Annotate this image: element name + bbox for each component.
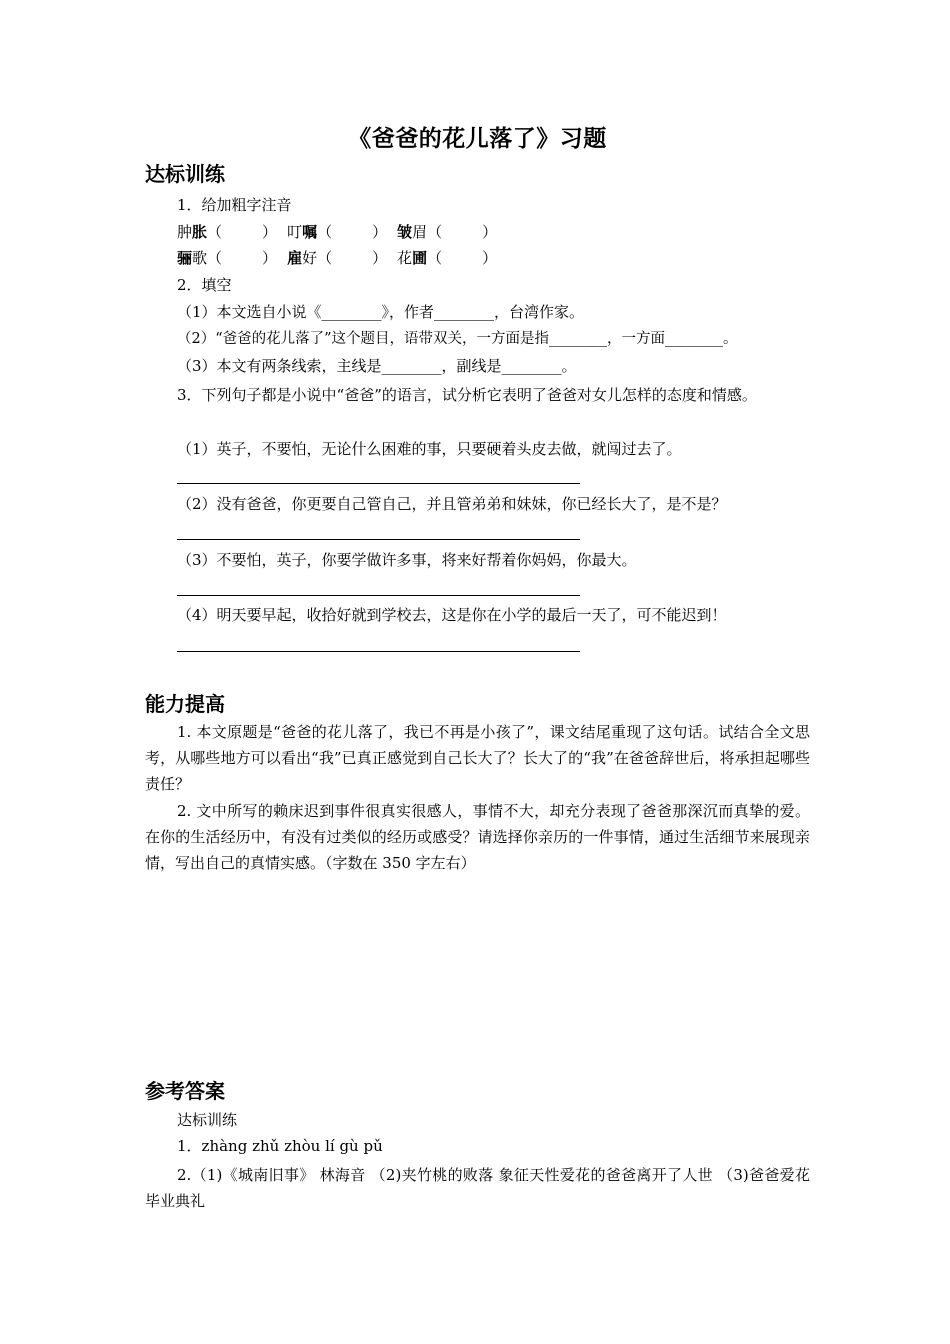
improve-question-1: 1. 本文原题是“爸爸的花儿落了，我已不再是小孩了”，课文结尾重现了这句话。试结合全文思考，从哪些地方可以看出“我”已真正感觉到自己长大了？长大了的“我”在爸爸辞世后，将承担起哪些责任？	[145, 723, 810, 793]
section-heading-improve: 能力提高	[145, 692, 225, 716]
answer-2: 2.（1)《城南旧事》 林海音 （2)夹竹桃的败落 象征天性爱花的爸爸离开了人世 （3)爸爸爱花 毕业典礼	[145, 1166, 810, 1210]
q2-item: （1）本文选自小说《________》，作者________，台湾作家。	[177, 303, 585, 321]
q1-row1: 肿胀（ ） 叮嘱（ ） 皱眉（ ）	[177, 223, 498, 241]
q3-item: （3）不要怕，英子，你要学做许多事，将来好帮着你妈妈，你最大。	[177, 551, 637, 569]
q1-row2: 骊歌（ ） 雇好（ ） 花圃（ ）	[177, 249, 498, 267]
answers-subtitle: 达标训练	[177, 1111, 238, 1129]
answer-blank-line	[177, 651, 580, 652]
section-heading-drill: 达标训练	[145, 162, 225, 186]
q2-stem: 2．填空	[177, 276, 232, 294]
answer-blank-line	[177, 595, 580, 596]
q1-word: 骊歌	[177, 249, 208, 267]
improve-question-2: 2. 文中所写的赖床迟到事件很真实很感人，事情不大，却充分表现了爸爸那深沉而真挚的爱。在你的生活经历中，有没有过类似的经历或感受？请选择你亲历的一件事情，通过生活细节来展现亲情，写出自己的真情实感。（字数在 350 字左右）	[145, 802, 810, 872]
q1-word: 花圃	[397, 249, 428, 267]
q1-word: 雇好	[287, 249, 318, 267]
q1-word: 肿胀	[177, 223, 208, 241]
q3-item: （2）没有爸爸，你更要自己管自己，并且管弟弟和妹妹，你已经长大了，是不是？	[177, 495, 727, 513]
q3-stem: 3．下列句子都是小说中“爸爸”的语言，试分析它表明了爸爸对女儿怎样的态度和情感。	[177, 386, 757, 404]
q1-word: 皱眉	[397, 223, 428, 241]
answer-blank-line	[177, 483, 580, 484]
q2-item: （2）“爸爸的花儿落了”这个题目，语带双关，一方面是指________，一方面________。	[177, 331, 738, 347]
q3-item: （4）明天要早起，收拾好就到学校去，这是你在小学的最后一天了，可不能迟到！	[177, 606, 727, 624]
answer-blank-line	[177, 539, 580, 540]
q2-item: （3）本文有两条线索，主线是________，副线是________。	[177, 357, 577, 375]
q1-stem: 1．给加粗字注音	[177, 196, 292, 214]
page-title: 《爸爸的花儿落了》习题	[348, 126, 607, 152]
q3-item: （1）英子，不要怕，无论什么困难的事，只要硬着头皮去做，就闯过去了。	[177, 440, 682, 458]
section-heading-answers: 参考答案	[145, 1079, 225, 1103]
q1-word: 叮嘱	[287, 223, 318, 241]
answer-1: 1．zhàng zhǔ zhòu lí gù pǔ	[177, 1137, 383, 1155]
